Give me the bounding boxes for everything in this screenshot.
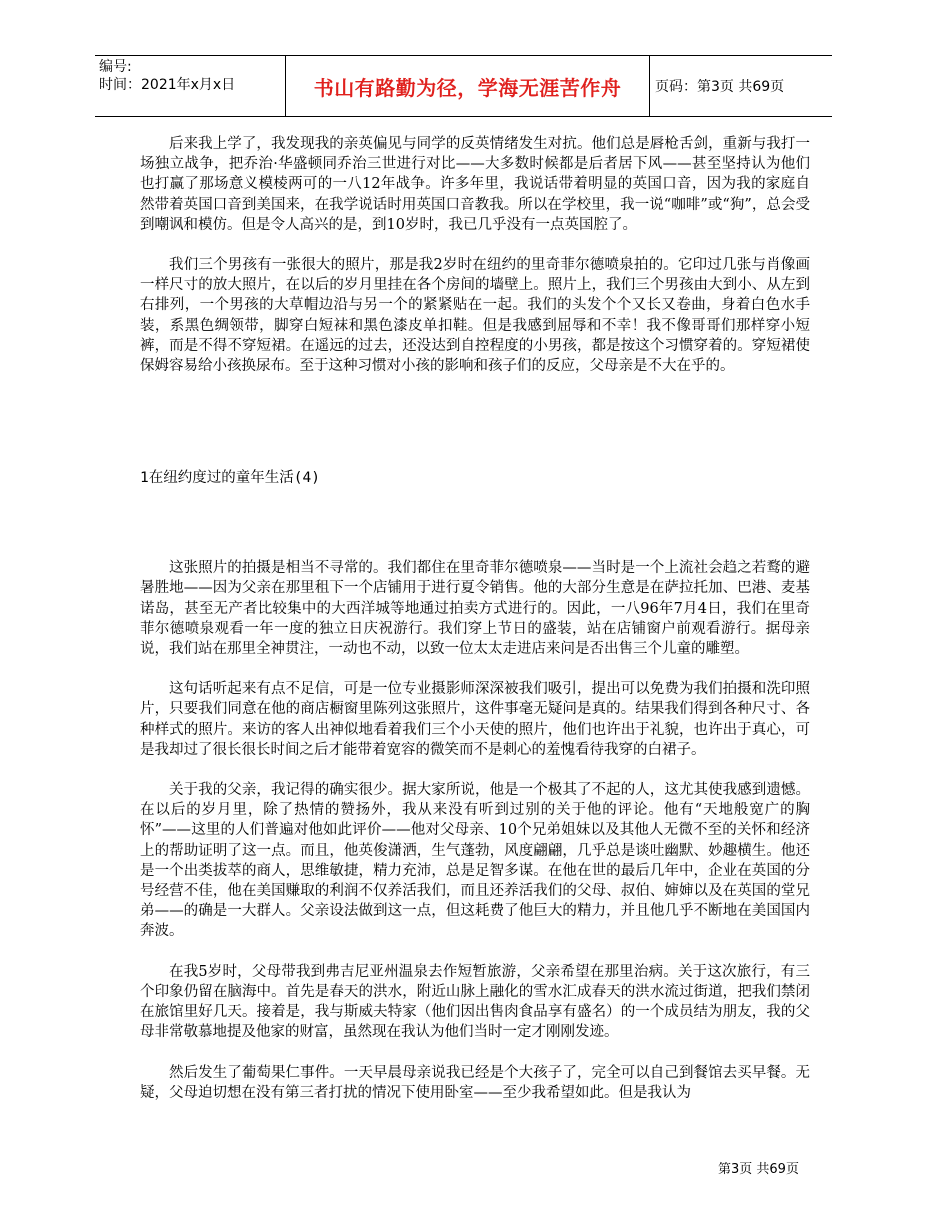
paragraph: 在我5岁时，父母带我到弗吉尼亚州温泉去作短暂旅游，父亲希望在那里治病。关于这次旅行，有三个印象仍留在脑海中。首先是春天的洪水，附近山脉上融化的雪水汇成春天的洪水流过街道，把我们禁闭在旅馆里好几天。接着是，我与斯威夫特家（他们因出售肉食品享有盛名）的一个成员结为朋友，我的父母非常敬慕地提及他家的财富，虽然现在我认为他们当时一定才刚刚发迹。 bbox=[140, 963, 810, 1041]
header-page-info: 页码：第3页 共69页 bbox=[655, 79, 785, 95]
paragraph: 这张照片的拍摄是相当不寻常的。我们都住在里奇菲尔德喷泉——当时是一个上流社会趋之若鹜的避暑胜地——因为父亲在那里租下一个店铺用于进行夏令销售。他的大部分生意是在萨拉托加、巴港、麦基诺岛，甚至无产者比较集中的大西洋城等地通过拍卖方式进行的。因此，一八96年7月4日，我们在里奇菲尔德喷泉观看一年一度的独立日庆祝游行。我们穿上节日的盛装，站在店铺窗户前观看游行。据母亲说，我们站在那里全神贯注，一动也不动，以致一位太太走进店来问是否出售三个儿童的雕塑。 bbox=[140, 560, 810, 658]
document-time-label: 时间：2021年x月x日 bbox=[99, 77, 236, 93]
header-motto: 书山有路勤为径，学海无涯苦作舟 bbox=[285, 56, 650, 116]
paragraph: 这句话听起来有点不足信，可是一位专业摄影师深深被我们吸引，提出可以免费为我们拍摄和洗印照片，只要我们同意在他的商店橱窗里陈列这张照片，这件事毫无疑问是真的。结果我们得到各种尺寸、各种样式的照片。来访的客人出神似地看着我们三个小天使的照片，他们也许出于礼貌，也许出于真心，可是我却过了很长很长时间之后才能带着宽容的微笑而不是刺心的羞愧看待我穿的白裙子。 bbox=[140, 681, 810, 758]
document-number-label: 编号: bbox=[99, 59, 132, 75]
paragraph: 后来我上学了，我发现我的亲英偏见与同学的反英情绪发生对抗。他们总是唇枪舌剑，重新与我打一场独立战争，把乔治·华盛顿同乔治三世进行对比——大多数时候都是后者居下风——甚至坚持认为他们也打赢了那场意义模棱两可的一八12年战争。许多年里，我说话带着明显的英国口音，因为我的家庭自然带着英国口音到美国来，在我学说话时用英国口音教我。所以在学校里，我一说“咖啡”或“狗”，总会受到嘲讽和模仿。但是令人高兴的是，到10岁时，我已几乎没有一点英国腔了。 bbox=[140, 136, 810, 233]
paragraph: 我们三个男孩有一张很大的照片，那是我2岁时在纽约的里奇菲尔德喷泉拍的。它印过几张与肖像画一样尺寸的放大照片，在以后的岁月里挂在各个房间的墙壁上。照片上，我们三个男孩由大到小、从左到右排列，一个男孩的大草帽边沿与另一个的紧紧贴在一起。我们的头发个个又长又卷曲，身着白色水手装，系黑色绸领带，脚穿白短袜和黑色漆皮单扣鞋。但是我感到屈辱和不幸！我不像哥哥们那样穿小短裤，而是不得不穿短裙。在遥远的过去，还没达到自控程度的小男孩，都是按这个习惯穿着的。穿短裙使保姆容易给小孩换尿布。至于这种习惯对小孩的影响和孩子们的反应，父母亲是不大在乎的。 bbox=[140, 257, 810, 375]
document-body bbox=[140, 134, 810, 1103]
page-header bbox=[95, 55, 832, 117]
header-meta bbox=[99, 58, 284, 94]
section-heading: 1在纽约度过的童年生活(4) bbox=[140, 470, 320, 487]
paragraph: 然后发生了葡萄果仁事件。一天早晨母亲说我已经是个大孩子了，完全可以自己到餐馆去买早餐。无疑，父母迫切想在没有第三者打扰的情况下使用卧室——至少我希望如此。但是我认为 bbox=[140, 1064, 810, 1101]
paragraph: 关于我的父亲，我记得的确实很少。据大家所说，他是一个极其了不起的人，这尤其使我感到遗憾。在以后的岁月里，除了热情的赞扬外，我从来没有听到过别的关于他的评论。他有“天地般宽广的胸怀”——这里的人们普遍对他如此评价——他对父母亲、10个兄弟姐妹以及其他人无微不至的关怀和经济上的帮助证明了这一点。而且，他英俊潇洒，生气蓬勃，风度翩翩，几乎总是谈吐幽默、妙趣横生。他还是一个出类拔萃的商人，思维敏捷，精力充沛，总是足智多谋。在他在世的最后几年中，企业在英国的分号经营不佳，他在美国赚取的利润不仅养活我们，而且还养活我们的父母、叔伯、婶婶以及在英国的堂兄弟——的确是一大群人。父亲设法做到这一点，但这耗费了他巨大的精力，并且他几乎不断地在美国国内奔波。 bbox=[140, 782, 810, 940]
page-footer: 第3页 共69页 bbox=[718, 1162, 799, 1177]
